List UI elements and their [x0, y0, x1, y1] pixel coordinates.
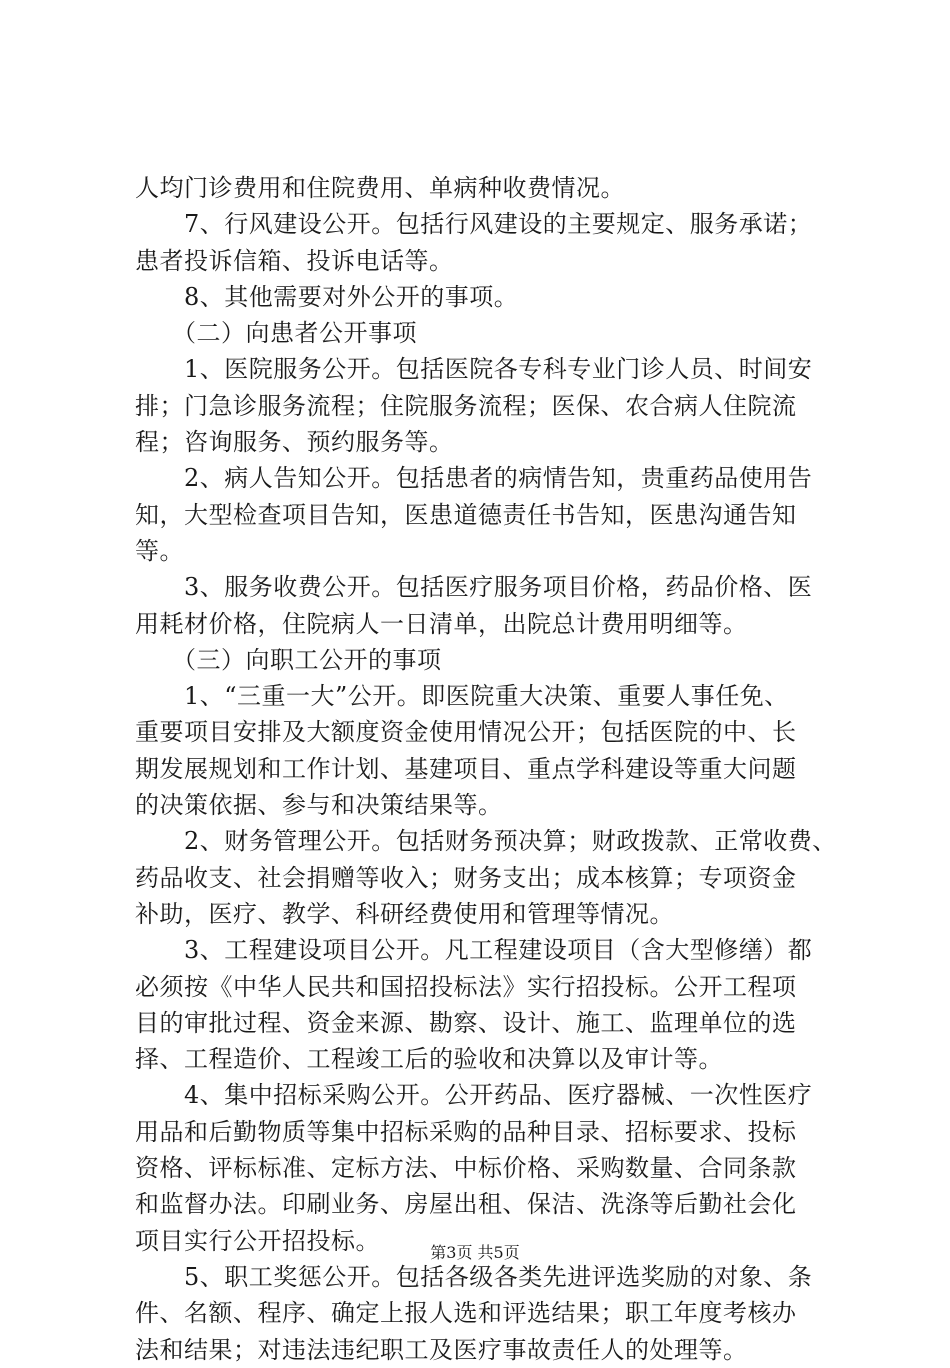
- section-heading: （三）向职工公开的事项: [135, 645, 442, 674]
- text-line: 7、行风建设公开。包括行风建设的主要规定、服务承诺；: [135, 210, 813, 239]
- text-line: 补助，医疗、教学、科研经费使用和管理等情况。: [135, 899, 674, 928]
- text-line: 3、服务收费公开。包括医疗服务项目价格，药品价格、医: [135, 573, 813, 602]
- text-line: 人均门诊费用和住院费用、单病种收费情况。: [135, 174, 625, 202]
- text-line: 用耗材价格，住院病人一日清单，出院总计费用明细等。: [135, 609, 748, 638]
- text-line: 1、医院服务公开。包括医院各专科专业门诊人员、时间安: [135, 355, 813, 384]
- page-number-footer: 第3页 共5页: [430, 1243, 520, 1262]
- text-line: 2、财务管理公开。包括财务预决算；财政拨款、正常收费、: [135, 827, 837, 856]
- text-line: 和监督办法。印刷业务、房屋出租、保洁、洗涤等后勤社会化: [135, 1190, 797, 1219]
- text-line: 5、职工奖惩公开。包括各级各类先进评选奖励的对象、条: [135, 1262, 813, 1291]
- text-line: 目的审批过程、资金来源、勘察、设计、施工、监理单位的选: [135, 1008, 797, 1037]
- text-line: 2、病人告知公开。包括患者的病情告知，贵重药品使用告: [135, 464, 813, 493]
- text-line: 必须按《中华人民共和国招投标法》实行招投标。公开工程项: [135, 972, 797, 1001]
- text-line: 药品收支、社会捐赠等收入；财务支出；成本核算；专项资金: [135, 863, 797, 892]
- section-heading: （二）向患者公开事项: [135, 319, 417, 348]
- text-line: 等。: [135, 536, 184, 565]
- text-line: 患者投诉信箱、投诉电话等。: [135, 246, 454, 275]
- text-line: 重要项目安排及大额度资金使用情况公开；包括医院的中、长: [135, 718, 797, 747]
- text-line: 件、名额、程序、确定上报人选和评选结果；职工年度考核办: [135, 1299, 797, 1328]
- text-line: 法和结果；对违法违纪职工及医疗事故责任人的处理等。: [135, 1335, 748, 1364]
- document-body: [135, 170, 835, 1368]
- text-line: 期发展规划和工作计划、基建项目、重点学科建设等重大问题: [135, 754, 797, 783]
- text-line: 排；门急诊服务流程；住院服务流程；医保、农合病人住院流: [135, 391, 797, 420]
- text-line: 4、集中招标采购公开。公开药品、医疗器械、一次性医疗: [135, 1081, 813, 1110]
- text-line: 程；咨询服务、预约服务等。: [135, 428, 454, 457]
- text-line: 8、其他需要对外公开的事项。: [135, 282, 519, 311]
- text-line: 择、工程造价、工程竣工后的验收和决算以及审计等。: [135, 1045, 723, 1074]
- text-line: 用品和后勤物质等集中招标采购的品种目录、招标要求、投标: [135, 1117, 797, 1146]
- text-line: 资格、评标标准、定标方法、中标价格、采购数量、合同条款: [135, 1154, 797, 1183]
- text-line: 的决策依据、参与和决策结果等。: [135, 791, 503, 820]
- text-line: 1、“三重一大”公开。即医院重大决策、重要人事任免、: [135, 682, 789, 711]
- text-line: 3、工程建设项目公开。凡工程建设项目（含大型修缮）都: [135, 936, 813, 965]
- text-line: 项目实行公开招投标。: [135, 1226, 380, 1255]
- text-line: 知，大型检查项目告知，医患道德责任书告知，医患沟通告知: [135, 500, 797, 529]
